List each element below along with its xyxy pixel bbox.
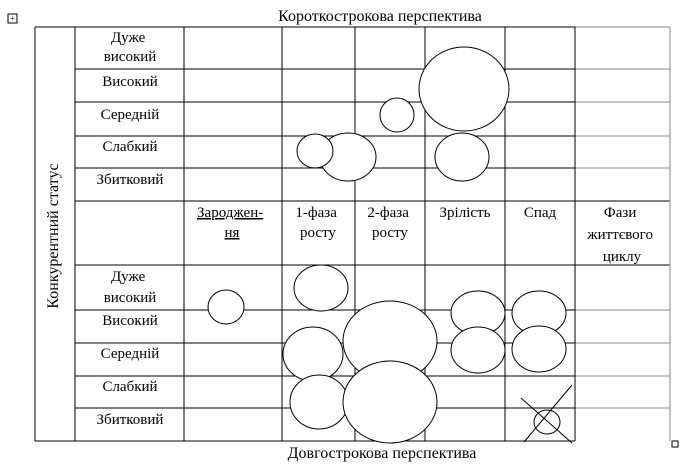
business-unit-circle — [451, 327, 505, 373]
business-unit-circle — [512, 326, 566, 372]
business-units-long-term — [208, 265, 566, 443]
phase-header-decline: Спад — [523, 205, 557, 221]
business-unit-circle — [208, 290, 244, 324]
business-unit-circle — [294, 265, 348, 311]
status-labels-short-term — [97, 30, 164, 188]
phase-header-growth-1: 1-фаза росту — [295, 205, 337, 241]
business-unit-circle — [283, 327, 343, 381]
status-label: Збитковий — [96, 412, 164, 428]
status-label: Дуже високий — [103, 30, 157, 65]
status-label: Середній — [100, 107, 160, 123]
phase-header-row — [197, 205, 657, 265]
phase-axis-label: Фази життєвого циклу — [587, 205, 653, 265]
table-resize-handle[interactable] — [672, 441, 678, 447]
phase-header-maturity: Зрілість — [439, 205, 491, 221]
plus-icon: + — [9, 13, 16, 24]
business-unit-circle — [435, 133, 489, 181]
status-label: Високий — [102, 74, 158, 90]
phase-header-embryonic: Зароджен- ня — [197, 205, 264, 241]
business-unit-circle — [534, 410, 560, 434]
status-label: Слабкий — [102, 379, 158, 395]
status-label: Дуже високий — [103, 269, 157, 306]
table-move-handle[interactable] — [8, 14, 17, 24]
bottom-title: Довгострокова перспектива — [287, 445, 477, 462]
phase-header-growth-2: 2-фаза росту — [367, 205, 409, 241]
status-label: Високий — [102, 313, 158, 329]
business-unit-circle — [380, 98, 414, 132]
business-units-short-term — [297, 47, 509, 181]
status-label: Збитковий — [96, 172, 164, 188]
status-labels-long-term — [97, 269, 164, 428]
top-title: Короткострокова перспектива — [278, 8, 482, 25]
status-label: Слабкий — [102, 139, 158, 155]
left-axis-label: Конкурентний статус — [45, 163, 62, 309]
status-label: Середній — [100, 346, 160, 362]
business-unit-circle — [343, 361, 437, 443]
business-unit-circle — [290, 375, 348, 429]
business-unit-circle — [297, 134, 333, 168]
business-unit-circle — [419, 47, 509, 131]
